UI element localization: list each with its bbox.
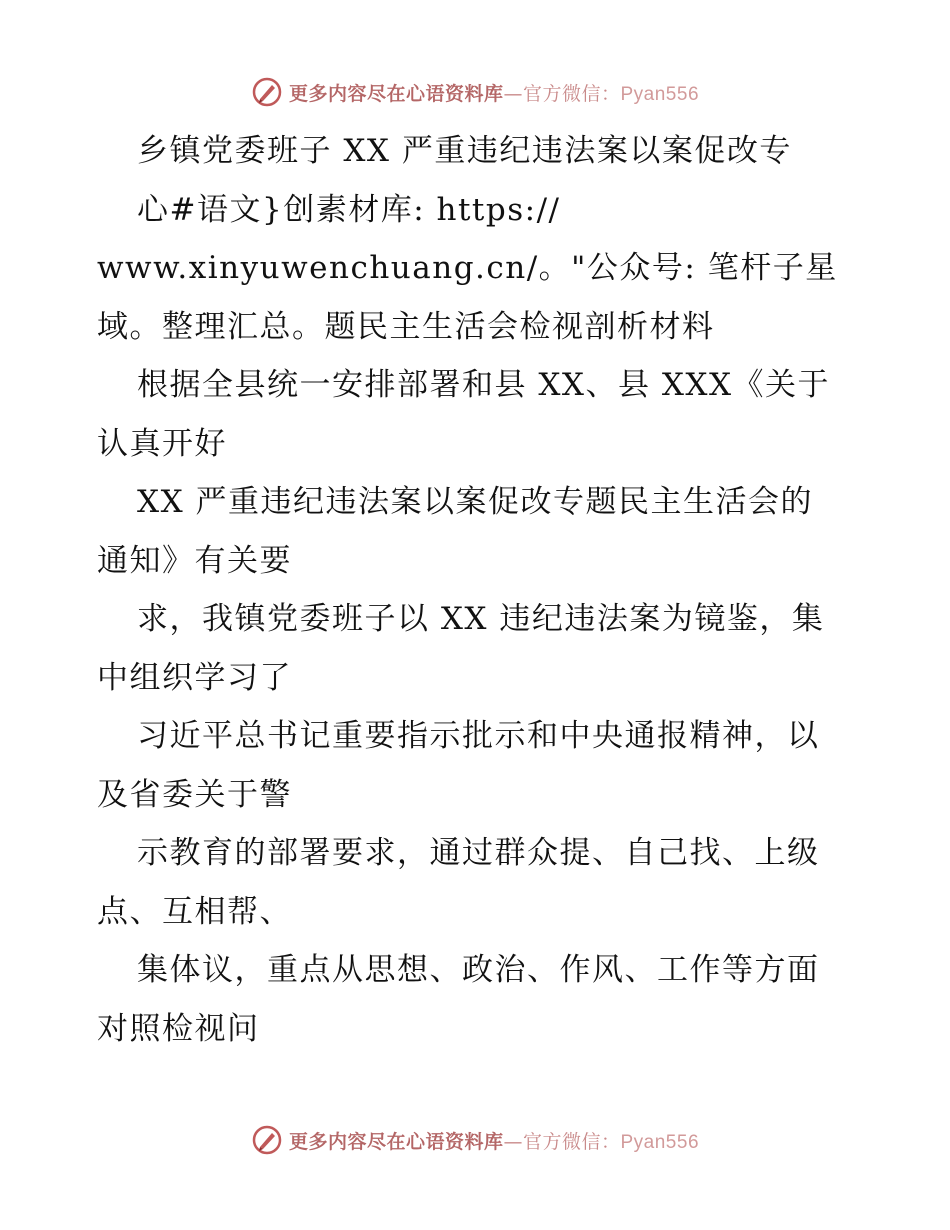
watermark-text [289, 1127, 699, 1154]
watermark-prefix: 更多内容尽在心语资料库 [288, 82, 504, 105]
footer-watermark [0, 1120, 950, 1160]
text-line: 习近平总书记重要指示批示和中央通报精神，以 [137, 718, 820, 754]
text-line: 中组织学习了 [97, 659, 292, 696]
text-line: 域。整理汇总。题民主生活会检视剖析材料 [97, 308, 715, 345]
text-line: 乡镇党委班子 XX 严重违纪违法案以案促改专 [137, 133, 792, 169]
watermark-id: Pyan556 [620, 1131, 700, 1153]
watermark-suffix: —官方微信： [503, 1130, 621, 1153]
text-line: 点、互相帮、 [97, 893, 292, 930]
text-line: 对照检视问 [97, 1010, 260, 1047]
text-line: 认真开好 [97, 425, 227, 462]
watermark-id: Pyan556 [620, 83, 700, 105]
text-line: 心#语文}创素材库: https:// [137, 191, 561, 228]
text-line: 示教育的部署要求，通过群众提、自己找、上级 [137, 835, 820, 871]
text-line: 集体议，重点从思想、政治、作风、工作等方面 [137, 952, 820, 988]
text-line: 求，我镇党委班子以 XX 违纪违法案为镜鉴，集 [137, 601, 825, 637]
text-line: XX 严重违纪违法案以案促改专题民主生活会的 [137, 484, 813, 520]
pen-logo-icon [251, 76, 283, 108]
text-line: 根据全县统一安排部署和县 XX、县 XXX《关于 [137, 367, 831, 403]
watermark-prefix: 更多内容尽在心语资料库 [288, 1130, 504, 1153]
text-line: www.xinyuwenchuang.cn/。"公众号: 笔杆子星 [97, 250, 838, 286]
document-body [97, 122, 857, 1058]
header-watermark [0, 72, 950, 112]
text-line: 通知》有关要 [97, 542, 292, 579]
text-line: 及省委关于警 [97, 776, 292, 813]
watermark-text [289, 79, 699, 106]
pen-logo-icon [251, 1124, 283, 1156]
watermark-suffix: —官方微信： [503, 82, 621, 105]
